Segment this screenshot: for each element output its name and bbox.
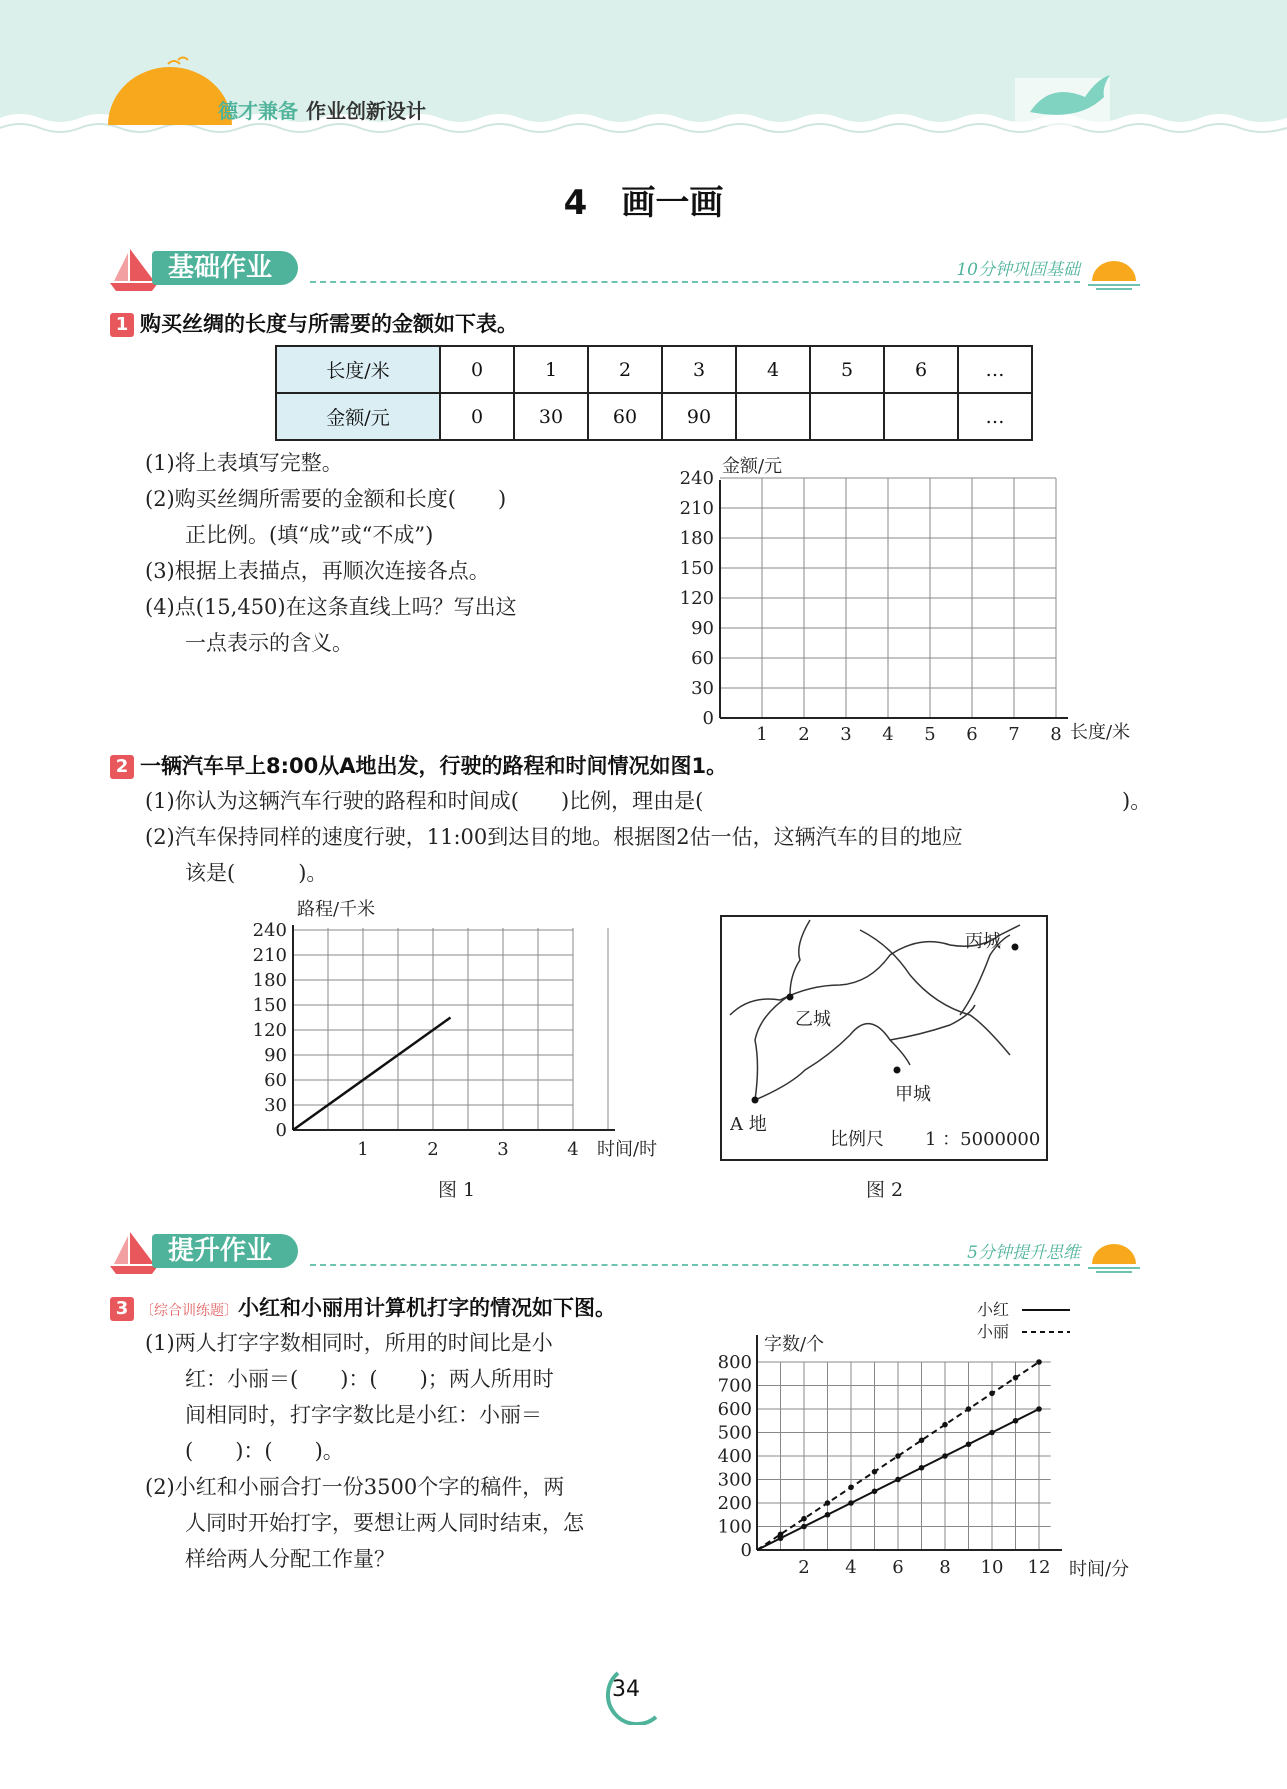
y-tick-label: 120 [679, 588, 714, 609]
y-tick-label: 0 [740, 1540, 752, 1561]
y-tick-label: 60 [691, 648, 714, 669]
y-tick-label: 150 [679, 558, 714, 579]
y-tick-label: 100 [717, 1516, 752, 1538]
y-tick-label: 600 [717, 1399, 752, 1420]
q1-part-3: (3)根据上表描点，再顺次连接各点。 [145, 559, 490, 583]
data-point [989, 1430, 995, 1436]
x-tick-label: 2 [798, 724, 810, 745]
data-point [919, 1465, 925, 1471]
q2-part-1-end: )。 [1122, 789, 1152, 813]
q2-part-2: (2)汽车保持同样的速度行驶，11:00到达目的地。根据图2估一估，这辆汽车的目的地应 [145, 825, 963, 849]
data-point [919, 1438, 925, 1444]
y-tick-label: 30 [691, 678, 714, 699]
x-tick-label: 1 [756, 724, 768, 745]
y-tick-label: 90 [691, 618, 714, 639]
x-tick-label: 10 [980, 1557, 1004, 1578]
data-point [872, 1488, 878, 1494]
x-tick-label: 3 [840, 724, 852, 745]
sun-icon [1086, 1234, 1142, 1274]
sun-icon [1086, 251, 1142, 291]
data-point [895, 1477, 901, 1483]
y-tick-label: 0 [275, 1120, 287, 1141]
data-point [942, 1453, 948, 1459]
data-point [848, 1485, 854, 1491]
data-point [1013, 1375, 1019, 1381]
q3-part-2b: 人同时开始打字，要想让两人同时结束，怎 [185, 1511, 584, 1535]
x-axis-label: 时间/时 [597, 1139, 658, 1160]
figure-2-caption: 图 2 [866, 1179, 904, 1201]
q1-part-2b: 正比例。(填“成”或“不成”) [185, 523, 434, 547]
scale-label: 比例尺 [830, 1129, 884, 1150]
y-axis-label: 字数/个 [764, 1334, 825, 1355]
distance-line [293, 1018, 451, 1131]
data-point [1036, 1359, 1042, 1365]
x-tick-label: 6 [892, 1557, 904, 1578]
y-tick-label: 400 [717, 1446, 752, 1467]
section-time: 10分钟巩固基础 [956, 260, 1080, 280]
x-tick-label: 12 [1027, 1557, 1051, 1578]
x-tick-label: 1 [357, 1139, 369, 1160]
q1-part-1: (1)将上表填写完整。 [145, 451, 343, 475]
x-tick-label: 2 [427, 1139, 439, 1160]
section-label: 基础作业 [152, 251, 298, 285]
q1-part-4b: 一点表示的含义。 [185, 631, 353, 655]
x-tick-label: 4 [567, 1139, 579, 1160]
header-decoration [0, 0, 1287, 150]
question-2: 2 一辆汽车早上8:00从A地出发，行驶的路程和时间情况如图1。 [110, 750, 727, 780]
data-point [966, 1406, 972, 1412]
x-tick-label: 3 [497, 1139, 509, 1160]
y-tick-label: 0 [702, 708, 714, 729]
data-point [872, 1469, 878, 1475]
x-tick-label: 5 [924, 724, 936, 745]
q3-part-1b: 红：小丽＝( )：( )；两人所用时 [185, 1367, 554, 1391]
y-tick-label: 210 [252, 945, 287, 966]
y-tick-label: 180 [252, 970, 287, 991]
place-bing: 丙城 [965, 931, 1001, 952]
data-point [989, 1391, 995, 1397]
y-tick-label: 30 [264, 1095, 287, 1116]
x-tick-label: 8 [1050, 724, 1062, 745]
sun-icon [108, 67, 232, 125]
section-advanced [110, 1228, 1150, 1278]
data-point [848, 1500, 854, 1506]
x-tick-label: 6 [966, 724, 978, 745]
y-tick-label: 210 [679, 498, 714, 519]
scale-value: 1 ：5000000 [925, 1129, 1041, 1150]
y-tick-label: 60 [264, 1070, 287, 1091]
data-point [966, 1441, 972, 1447]
place-a: A 地 [730, 1114, 767, 1135]
section-basic [110, 245, 1150, 295]
data-point [825, 1500, 831, 1506]
section-time: 5分钟提升思维 [967, 1243, 1080, 1263]
x-axis-label: 时间/分 [1069, 1559, 1130, 1580]
y-tick-label: 800 [717, 1352, 752, 1373]
q3-part-2c: 样给两人分配工作量？ [185, 1547, 395, 1571]
data-point [801, 1516, 807, 1522]
x-axis-label: 长度/米 [1070, 722, 1131, 743]
y-tick-label: 240 [252, 920, 287, 941]
q3-part-1d: ( )：( )。 [185, 1439, 344, 1463]
price-table [275, 345, 1033, 441]
question-1: 1 购买丝绸的长度与所需要的金额如下表。 [110, 308, 518, 338]
y-tick-label: 180 [679, 528, 714, 549]
legend-xiaohong: 小红 [977, 1300, 1010, 1319]
legend-xiaoli: 小丽 [977, 1322, 1010, 1341]
figure-1-chart [245, 895, 685, 1175]
q3-part-2: (2)小红和小丽合打一份3500个字的稿件，两 [145, 1475, 565, 1499]
x-tick-label: 7 [1008, 724, 1020, 745]
y-tick-label: 200 [717, 1493, 752, 1514]
table-row: 金额/元 0 30 60 90 … [276, 393, 1032, 440]
data-point [778, 1532, 784, 1538]
data-point [942, 1422, 948, 1428]
x-tick-label: 8 [939, 1557, 951, 1578]
data-point [1036, 1406, 1042, 1412]
y-tick-label: 150 [252, 995, 287, 1016]
table-row: 长度/米 0 1 2 3 4 5 6 … [276, 346, 1032, 393]
x-tick-label: 4 [882, 724, 894, 745]
data-point [895, 1453, 901, 1459]
typing-chart [712, 1295, 1152, 1595]
y-axis-label: 金额/元 [722, 456, 783, 477]
y-tick-label: 700 [717, 1375, 752, 1397]
q2-part-2b: 该是( )。 [185, 861, 328, 885]
section-label: 提升作业 [152, 1234, 298, 1268]
y-tick-label: 120 [252, 1020, 287, 1041]
data-point [801, 1524, 807, 1530]
page-number: 34 [612, 1677, 640, 1702]
q1-part-4: (4)点(15,450)在这条直线上吗？写出这 [145, 595, 517, 619]
figure-2-map [720, 915, 1048, 1161]
data-point [825, 1512, 831, 1518]
x-tick-label: 4 [845, 1557, 857, 1578]
header-band [0, 0, 1287, 150]
figure-1-caption: 图 1 [438, 1179, 476, 1201]
y-axis-label: 路程/千米 [297, 899, 376, 920]
question-3: 3 〔综合训练题〕小红和小丽用计算机打字的情况如下图。 [110, 1292, 616, 1322]
q3-part-1: (1)两人打字字数相同时，所用的时间比是小 [145, 1331, 553, 1355]
place-jia: 甲城 [895, 1084, 931, 1105]
place-yi: 乙城 [795, 1009, 831, 1030]
q1-grid-chart [670, 450, 1150, 750]
y-tick-label: 500 [717, 1422, 752, 1444]
y-tick-label: 90 [264, 1045, 287, 1066]
q1-part-2: (2)购买丝绸所需要的金额和长度( ) [145, 487, 507, 511]
q2-part-1: (1)你认为这辆汽车行驶的路程和时间成( )比例，理由是( [145, 789, 704, 813]
brand: 德才兼备 作业创新设计 [218, 99, 426, 123]
y-tick-label: 240 [679, 468, 714, 489]
x-tick-label: 2 [798, 1557, 810, 1578]
y-tick-label: 300 [717, 1469, 752, 1491]
q3-part-1c: 间相同时，打字字数比是小红：小丽＝ [185, 1403, 542, 1427]
page-title: 4 画一画 [563, 183, 724, 223]
data-point [1013, 1418, 1019, 1424]
